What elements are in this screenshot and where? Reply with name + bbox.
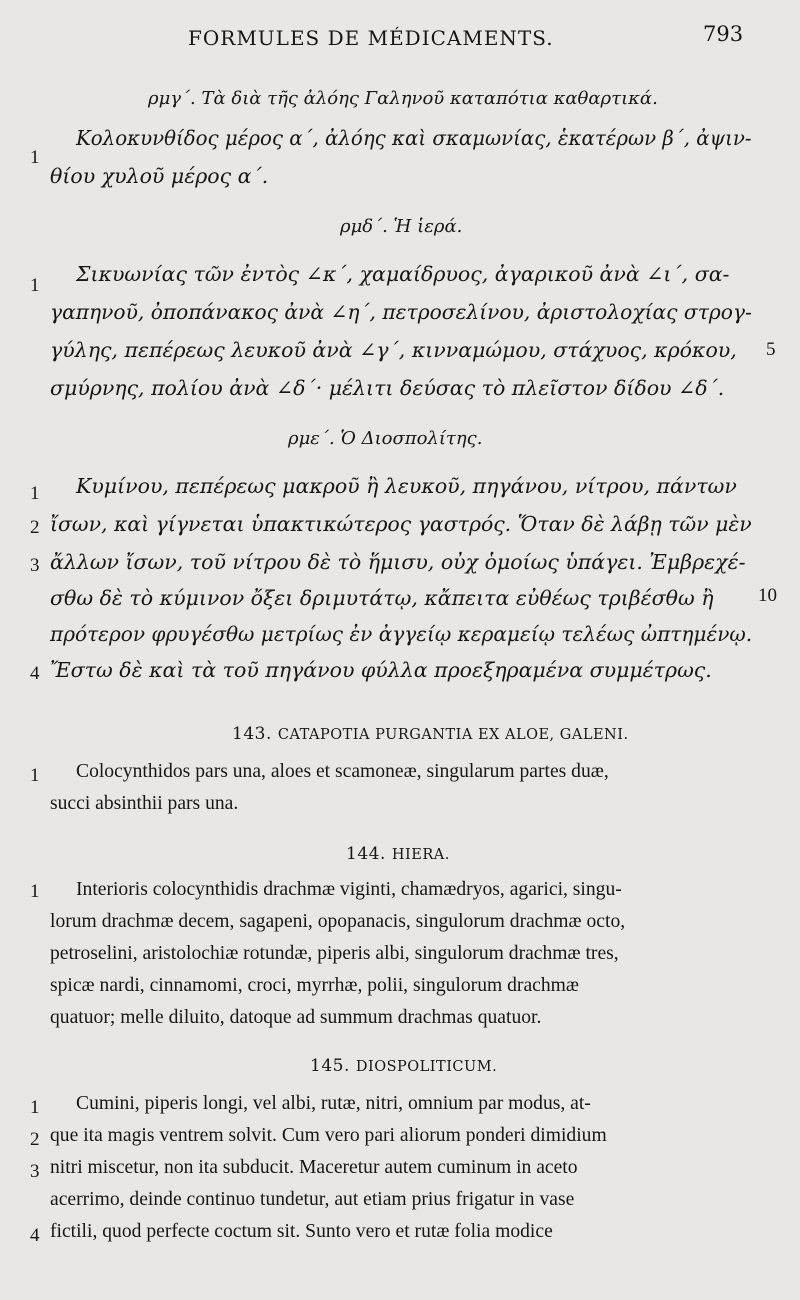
line-count: 10 — [758, 585, 777, 606]
margin-number: 1 — [30, 1097, 40, 1118]
margin-number: 4 — [30, 1225, 40, 1246]
latin-line: acerrimo, deinde continuo tundetur, aut etiam prius frigatur in vase — [50, 1189, 575, 1210]
latin-line: Interioris colocynthidis drachmæ viginti, chamædryos, agarici, singu- — [76, 879, 622, 900]
greek-line: ἴσων, καὶ γίγνεται ὑπακτικώτερος γαστρός. Ὅταν δὲ λάβῃ τῶν μὲν — [50, 512, 752, 536]
latin-line: spicæ nardi, cinnamomi, croci, myrrhæ, polii, singulorum drachmæ — [50, 975, 579, 996]
greek-line: Κολοκυνθίδος μέρος α΄, ἀλόης καὶ σκαμωνίας, ἑκατέρων β΄, ἀψιν- — [76, 126, 752, 150]
margin-number: 4 — [30, 663, 40, 684]
greek-line: σμύρνης, πολίου ἀνὰ ∠δ΄· μέλιτι δεύσας τὸ πλεῖστον δίδου ∠δ΄. — [50, 376, 725, 400]
page-number: 793 — [703, 22, 744, 46]
margin-number: 1 — [30, 765, 40, 786]
greek-line: Κυμίνου, πεπέρεως μακροῦ ἢ λευκοῦ, πηγάνου, νίτρου, πάντων — [76, 474, 737, 498]
line-count: 5 — [766, 339, 776, 360]
latin-section-number: 144. — [346, 844, 386, 864]
latin-line: nitri miscetur, non ita subducit. Maceretur autem cuminum in aceto — [50, 1157, 578, 1178]
latin-heading-145 — [310, 1058, 497, 1075]
greek-line: γαπηνοῦ, ὀποπάνακος ἀνὰ ∠η΄, πετροσελίνου, ἀριστολοχίας στρογ- — [50, 300, 752, 324]
latin-line: Colocynthidos pars una, aloes et scamoneæ, singularum partes duæ, — [76, 761, 609, 782]
margin-number: 1 — [30, 275, 40, 296]
greek-line: θίου χυλοῦ μέρος α΄. — [50, 164, 269, 188]
margin-number: 1 — [30, 483, 40, 504]
page-header — [0, 20, 800, 50]
greek-line: ἄλλων ἴσων, τοῦ νίτρου δὲ τὸ ἥμισυ, οὐχ ὁμοίως ὑπάγει. Ἐμβρεχέ- — [50, 550, 746, 574]
latin-section-title: HIERA. — [391, 847, 450, 863]
latin-line: fictili, quod perfecte coctum sit. Sunto vero et rutæ folia modice — [50, 1221, 553, 1242]
greek-heading-143: ρμγ΄. Τὰ διὰ τῆς ἀλόης Γαληνοῦ καταπότια καθαρτικά. — [148, 88, 658, 109]
latin-section-number: 143. — [232, 724, 272, 744]
latin-section-title: DIOSPOLITICUM. — [355, 1059, 498, 1075]
latin-section-number: 145. — [310, 1056, 350, 1076]
latin-line: quatuor; melle diluito, datoque ad summum drachmas quatuor. — [50, 1007, 542, 1028]
latin-line: lorum drachmæ decem, sagapeni, opopanacis, singulorum drachmæ octo, — [50, 911, 626, 932]
greek-line: γύλης, πεπέρεως λευκοῦ ἀνὰ ∠γ΄, κινναμώμου, στάχυος, κρόκου, — [50, 338, 737, 362]
greek-heading-145: ρμε΄. Ὁ Διοσπολίτης. — [288, 428, 483, 449]
latin-heading-144 — [346, 846, 450, 863]
latin-line: que ita magis ventrem solvit. Cum vero pari aliorum ponderi dimidium — [50, 1125, 607, 1146]
margin-number: 3 — [30, 555, 40, 576]
greek-line: Ἔστω δὲ καὶ τὰ τοῦ πηγάνου φύλλα προεξηραμένα συμμέτρως. — [50, 658, 712, 682]
greek-line: πρότερον φρυγέσθω μετρίως ἐν ἀγγείῳ κεραμείῳ τελέως ὠπτημένῳ. — [50, 622, 753, 646]
margin-number: 2 — [30, 1129, 40, 1150]
latin-line: petroselini, aristolochiæ rotundæ, piperis albi, singulorum drachmæ tres, — [50, 943, 619, 964]
greek-line: Σικυωνίας τῶν ἐντὸς ∠κ΄, χαμαίδρυος, ἀγαρικοῦ ἀνὰ ∠ι΄, σα- — [76, 262, 730, 286]
latin-heading-143 — [232, 726, 629, 743]
margin-number: 2 — [30, 517, 40, 538]
running-title: FORMULES DE MÉDICAMENTS. — [188, 26, 554, 50]
margin-number: 1 — [30, 881, 40, 902]
latin-section-title: CATAPOTIA PURGANTIA EX ALOE, GALENI. — [277, 727, 629, 743]
margin-number: 3 — [30, 1161, 40, 1182]
margin-number: 1 — [30, 147, 40, 168]
latin-line: succi absinthii pars una. — [50, 793, 239, 814]
latin-line: Cumini, piperis longi, vel albi, rutæ, nitri, omnium par modus, at- — [76, 1093, 591, 1114]
greek-heading-144: ρμδ΄. Ἡ ἱερά. — [340, 216, 463, 237]
greek-line: σθω δὲ τὸ κύμινον ὄξει δριμυτάτῳ, κἄπειτα εὐθέως τριβέσθω ἢ — [50, 586, 714, 610]
